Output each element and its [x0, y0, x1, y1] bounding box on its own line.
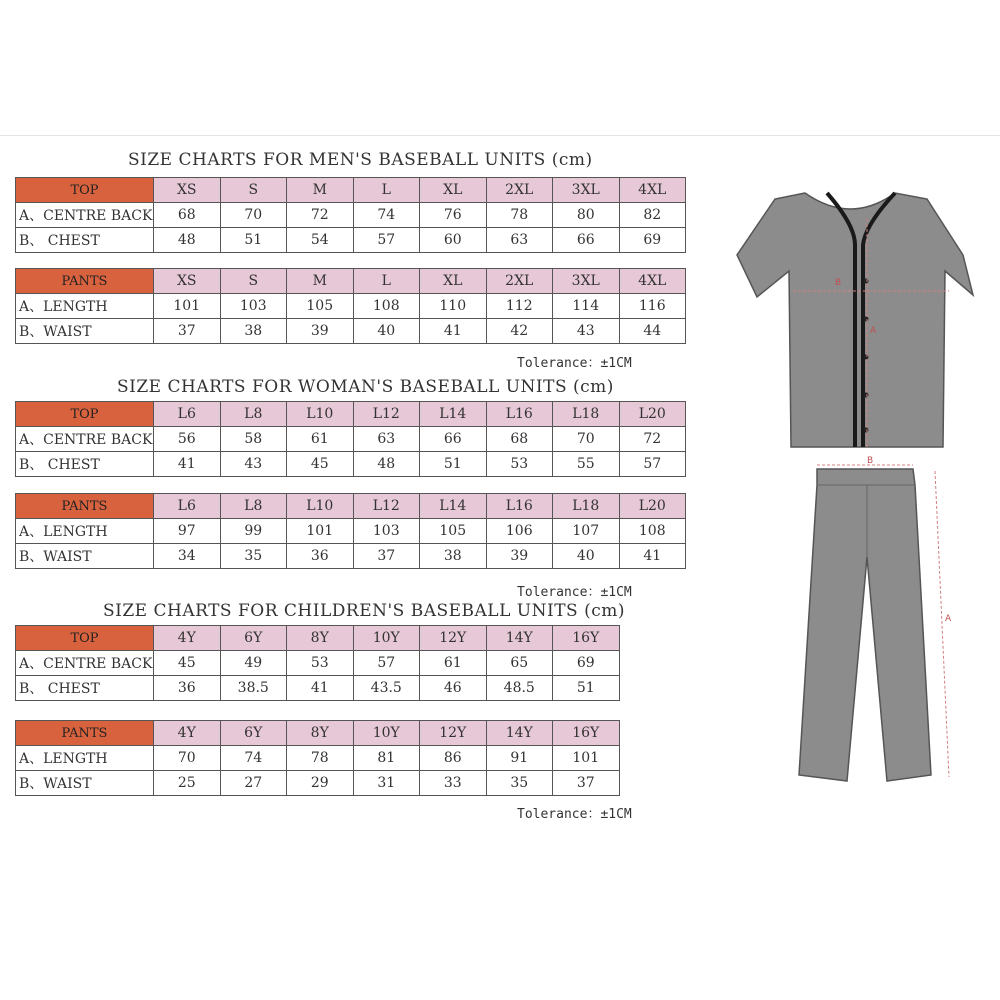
- size-cell: L14: [420, 402, 487, 427]
- woman-tolerance: Tolerance：±1CM: [517, 585, 632, 600]
- value-cell: 103: [220, 294, 287, 319]
- size-cell: L: [353, 178, 420, 203]
- size-cell: 14Y: [486, 626, 553, 651]
- woman-pants-table: [15, 493, 686, 569]
- size-cell: 16Y: [553, 721, 620, 746]
- value-cell: 110: [420, 294, 487, 319]
- value-cell: 107: [553, 519, 620, 544]
- size-cell: XS: [154, 269, 221, 294]
- woman-chart-title: SIZE CHARTS FOR WOMAN'S BASEBALL UNITS (cm): [117, 377, 614, 397]
- table-row: [16, 203, 686, 228]
- pants-header-cell: PANTS: [16, 721, 154, 746]
- size-cell: 8Y: [287, 626, 354, 651]
- size-cell: 14Y: [486, 721, 553, 746]
- size-cell: L12: [353, 494, 420, 519]
- top-header-cell: TOP: [16, 178, 154, 203]
- shirt-label-b: B: [835, 278, 842, 288]
- value-cell: 91: [486, 746, 553, 771]
- value-cell: 78: [287, 746, 354, 771]
- size-cell: 12Y: [420, 721, 487, 746]
- value-cell: 46: [420, 676, 487, 701]
- table-row: [16, 651, 620, 676]
- value-cell: 33: [420, 771, 487, 796]
- value-cell: 101: [154, 294, 221, 319]
- size-cell: L18: [553, 494, 620, 519]
- size-cell: S: [220, 178, 287, 203]
- value-cell: 70: [154, 746, 221, 771]
- men-tolerance: Tolerance：±1CM: [517, 356, 632, 371]
- value-cell: 86: [420, 746, 487, 771]
- size-cell: L16: [486, 402, 553, 427]
- value-cell: 48: [154, 228, 221, 253]
- men-top-table: [15, 177, 686, 253]
- table-row: [16, 228, 686, 253]
- value-cell: 97: [154, 519, 221, 544]
- value-cell: 66: [420, 427, 487, 452]
- size-cell: L8: [220, 402, 287, 427]
- size-cell: 3XL: [553, 178, 620, 203]
- value-cell: 68: [154, 203, 221, 228]
- value-cell: 72: [287, 203, 354, 228]
- value-cell: 29: [287, 771, 354, 796]
- size-cell: L6: [154, 402, 221, 427]
- value-cell: 61: [287, 427, 354, 452]
- value-cell: 69: [619, 228, 686, 253]
- value-cell: 78: [486, 203, 553, 228]
- top-divider: [0, 135, 1000, 136]
- size-cell: 4Y: [154, 721, 221, 746]
- value-cell: 49: [220, 651, 287, 676]
- value-cell: 106: [486, 519, 553, 544]
- value-cell: 39: [486, 544, 553, 569]
- value-cell: 41: [420, 319, 487, 344]
- table-row: [16, 544, 686, 569]
- value-cell: 112: [486, 294, 553, 319]
- value-cell: 38: [220, 319, 287, 344]
- value-cell: 103: [353, 519, 420, 544]
- size-cell: 3XL: [553, 269, 620, 294]
- value-cell: 51: [220, 228, 287, 253]
- value-cell: 42: [486, 319, 553, 344]
- value-cell: 48: [353, 452, 420, 477]
- size-cell: L6: [154, 494, 221, 519]
- size-cell: L8: [220, 494, 287, 519]
- value-cell: 82: [619, 203, 686, 228]
- row-label: B、WAIST: [16, 319, 154, 344]
- top-header-cell: TOP: [16, 402, 154, 427]
- row-label: A、LENGTH: [16, 294, 154, 319]
- table-row: [16, 771, 620, 796]
- value-cell: 114: [553, 294, 620, 319]
- table-row: [16, 746, 620, 771]
- size-cell: L20: [619, 402, 686, 427]
- value-cell: 57: [619, 452, 686, 477]
- woman-top-table: [15, 401, 686, 477]
- men-chart-title: SIZE CHARTS FOR MEN'S BASEBALL UNITS (cm): [128, 150, 593, 170]
- value-cell: 54: [287, 228, 354, 253]
- size-cell: L14: [420, 494, 487, 519]
- size-cell: L10: [287, 402, 354, 427]
- value-cell: 40: [553, 544, 620, 569]
- size-cell: 8Y: [287, 721, 354, 746]
- size-cell: XL: [420, 178, 487, 203]
- value-cell: 39: [287, 319, 354, 344]
- value-cell: 36: [154, 676, 221, 701]
- value-cell: 65: [486, 651, 553, 676]
- value-cell: 61: [420, 651, 487, 676]
- value-cell: 45: [154, 651, 221, 676]
- row-label: B、 CHEST: [16, 676, 154, 701]
- size-cell: L16: [486, 494, 553, 519]
- value-cell: 108: [353, 294, 420, 319]
- table-row: [16, 676, 620, 701]
- table-header-row: [16, 626, 620, 651]
- children-top-table: [15, 625, 620, 701]
- value-cell: 57: [353, 228, 420, 253]
- value-cell: 36: [287, 544, 354, 569]
- size-cell: M: [287, 178, 354, 203]
- pants-icon: [799, 456, 952, 781]
- value-cell: 35: [486, 771, 553, 796]
- value-cell: 53: [287, 651, 354, 676]
- value-cell: 72: [619, 427, 686, 452]
- row-label: A、CENTRE BACK: [16, 651, 154, 676]
- value-cell: 45: [287, 452, 354, 477]
- shirt-label-a: A: [870, 326, 877, 336]
- row-label: A、CENTRE BACK: [16, 203, 154, 228]
- size-cell: 10Y: [353, 626, 420, 651]
- value-cell: 41: [287, 676, 354, 701]
- value-cell: 43.5: [353, 676, 420, 701]
- value-cell: 108: [619, 519, 686, 544]
- row-label: A、CENTRE BACK: [16, 427, 154, 452]
- value-cell: 99: [220, 519, 287, 544]
- shirt-icon: [737, 193, 973, 447]
- value-cell: 101: [553, 746, 620, 771]
- size-cell: 4XL: [619, 269, 686, 294]
- pants-header-cell: PANTS: [16, 494, 154, 519]
- value-cell: 116: [619, 294, 686, 319]
- value-cell: 63: [486, 228, 553, 253]
- table-header-row: [16, 269, 686, 294]
- table-header-row: [16, 721, 620, 746]
- value-cell: 38.5: [220, 676, 287, 701]
- row-label: B、WAIST: [16, 771, 154, 796]
- value-cell: 25: [154, 771, 221, 796]
- value-cell: 43: [553, 319, 620, 344]
- size-cell: 16Y: [553, 626, 620, 651]
- value-cell: 74: [353, 203, 420, 228]
- value-cell: 31: [353, 771, 420, 796]
- value-cell: 105: [420, 519, 487, 544]
- row-label: A、LENGTH: [16, 746, 154, 771]
- table-row: [16, 427, 686, 452]
- table-row: [16, 319, 686, 344]
- pants-header-cell: PANTS: [16, 269, 154, 294]
- value-cell: 35: [220, 544, 287, 569]
- value-cell: 41: [619, 544, 686, 569]
- value-cell: 63: [353, 427, 420, 452]
- value-cell: 53: [486, 452, 553, 477]
- children-pants-table: [15, 720, 620, 796]
- value-cell: 27: [220, 771, 287, 796]
- table-header-row: [16, 178, 686, 203]
- value-cell: 101: [287, 519, 354, 544]
- size-cell: L20: [619, 494, 686, 519]
- value-cell: 48.5: [486, 676, 553, 701]
- value-cell: 70: [553, 427, 620, 452]
- table-header-row: [16, 402, 686, 427]
- value-cell: 44: [619, 319, 686, 344]
- value-cell: 43: [220, 452, 287, 477]
- table-row: [16, 294, 686, 319]
- table-row: [16, 452, 686, 477]
- value-cell: 51: [553, 676, 620, 701]
- size-cell: 6Y: [220, 721, 287, 746]
- value-cell: 58: [220, 427, 287, 452]
- value-cell: 37: [553, 771, 620, 796]
- value-cell: 105: [287, 294, 354, 319]
- children-tolerance: Tolerance：±1CM: [517, 807, 632, 822]
- size-cell: 10Y: [353, 721, 420, 746]
- value-cell: 40: [353, 319, 420, 344]
- size-cell: L12: [353, 402, 420, 427]
- size-cell: XS: [154, 178, 221, 203]
- size-cell: 4XL: [619, 178, 686, 203]
- size-cell: M: [287, 269, 354, 294]
- row-label: B、WAIST: [16, 544, 154, 569]
- pants-label-a: A: [945, 614, 952, 624]
- value-cell: 60: [420, 228, 487, 253]
- pants-label-b: B: [867, 456, 874, 466]
- value-cell: 34: [154, 544, 221, 569]
- size-cell: S: [220, 269, 287, 294]
- value-cell: 37: [154, 319, 221, 344]
- row-label: A、LENGTH: [16, 519, 154, 544]
- size-cell: 4Y: [154, 626, 221, 651]
- size-cell: L18: [553, 402, 620, 427]
- table-row: [16, 519, 686, 544]
- value-cell: 57: [353, 651, 420, 676]
- row-label: B、 CHEST: [16, 452, 154, 477]
- value-cell: 51: [420, 452, 487, 477]
- value-cell: 76: [420, 203, 487, 228]
- value-cell: 81: [353, 746, 420, 771]
- size-cell: L10: [287, 494, 354, 519]
- value-cell: 41: [154, 452, 221, 477]
- men-pants-table: [15, 268, 686, 344]
- row-label: B、 CHEST: [16, 228, 154, 253]
- size-cell: 6Y: [220, 626, 287, 651]
- value-cell: 38: [420, 544, 487, 569]
- size-cell: XL: [420, 269, 487, 294]
- value-cell: 66: [553, 228, 620, 253]
- children-chart-title: SIZE CHARTS FOR CHILDREN'S BASEBALL UNITS (cm): [103, 601, 625, 621]
- table-header-row: [16, 494, 686, 519]
- value-cell: 56: [154, 427, 221, 452]
- size-cell: 2XL: [486, 269, 553, 294]
- top-header-cell: TOP: [16, 626, 154, 651]
- size-cell: 2XL: [486, 178, 553, 203]
- value-cell: 69: [553, 651, 620, 676]
- size-cell: 12Y: [420, 626, 487, 651]
- value-cell: 37: [353, 544, 420, 569]
- value-cell: 55: [553, 452, 620, 477]
- size-cell: L: [353, 269, 420, 294]
- value-cell: 74: [220, 746, 287, 771]
- value-cell: 80: [553, 203, 620, 228]
- uniform-illustration: [735, 185, 975, 785]
- value-cell: 70: [220, 203, 287, 228]
- value-cell: 68: [486, 427, 553, 452]
